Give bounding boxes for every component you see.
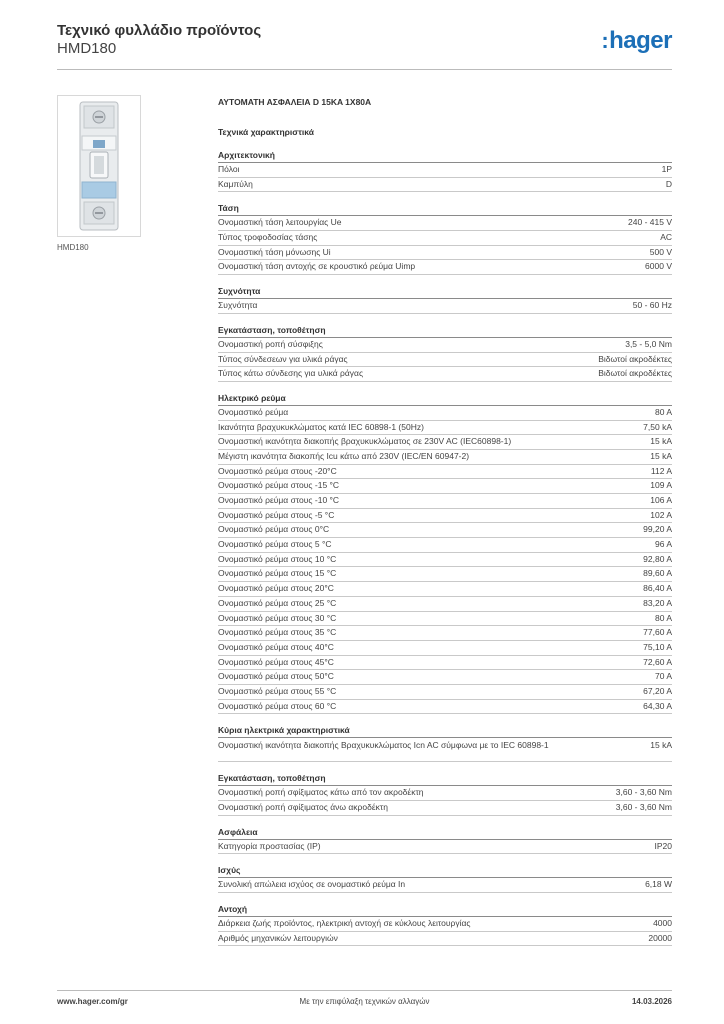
spec-label: Πόλοι <box>218 164 240 174</box>
spec-row <box>218 670 672 685</box>
spec-value: 96 A <box>654 539 672 550</box>
spec-label: Τύπος τροφοδοσίας τάσης <box>218 232 318 243</box>
spec-row <box>218 163 672 178</box>
spec-row <box>218 353 672 368</box>
spec-value: 7,50 kA <box>643 421 672 432</box>
specification-panel <box>218 95 672 946</box>
spec-label: Ονομαστική ικανότητα διακοπής βραχυκυκλώματος σε 230V AC (IEC60898-1) <box>218 436 512 447</box>
spec-value: 3,5 - 5,0 Nm <box>625 338 672 349</box>
spec-value: 80 A <box>654 612 672 623</box>
spec-row <box>218 465 672 480</box>
spec-value: 6000 V <box>645 261 672 272</box>
header-divider <box>57 69 672 70</box>
spec-row <box>218 299 672 314</box>
spec-row <box>218 260 672 275</box>
spec-value: 106 A <box>650 495 672 505</box>
document-date: 14.03.2026 <box>631 997 672 1006</box>
spec-label: Ονομαστικό ρεύμα στους 55 °C <box>218 685 337 696</box>
spec-label: Ικανότητα βραχυκυκλώματος κατά IEC 60898-1 (50Hz) <box>218 421 424 432</box>
product-image <box>57 95 141 237</box>
spec-label: Ονομαστικό ρεύμα στους 30 °C <box>218 612 337 623</box>
spec-value: 64,30 A <box>643 700 672 711</box>
disclaimer: Με την επιφύλαξη τεχνικών αλλαγών <box>299 997 430 1006</box>
spec-value: 50 - 60 Hz <box>632 300 672 311</box>
section-heading: Ηλεκτρικό ρεύμα <box>218 392 672 406</box>
spec-label: Μέγιστη ικανότητα διακοπής Icu κάτω από 230V (IEC/EN 60947-2) <box>218 450 470 461</box>
spec-row <box>218 450 672 465</box>
spec-label: Ονομαστικό ρεύμα στους 35 °C <box>218 627 337 638</box>
spec-row <box>218 738 672 762</box>
spec-row <box>218 553 672 568</box>
spec-row <box>218 641 672 656</box>
spec-section <box>218 149 672 192</box>
spec-row <box>218 917 672 932</box>
spec-value: 15 kA <box>650 740 672 751</box>
spec-label: Ονομαστικό ρεύμα στους 25 °C <box>218 597 337 608</box>
product-code: HMD180 <box>57 40 117 57</box>
spec-value: 3,60 - 3,60 Nm <box>615 787 672 798</box>
spec-label: Ονομαστικό ρεύμα στους 50°C <box>218 671 334 682</box>
spec-value: 20000 <box>648 932 672 943</box>
spec-row <box>218 435 672 450</box>
spec-value: 99,20 A <box>643 524 672 535</box>
spec-label: Συνολική απώλεια ισχύος σε ονομαστικό ρεύμα In <box>218 879 406 890</box>
spec-label: Ονομαστικό ρεύμα στους 20°C <box>218 583 334 594</box>
spec-value: 15 kA <box>650 436 672 447</box>
spec-value: IP20 <box>654 840 672 851</box>
section-heading: Ισχύς <box>218 864 672 878</box>
website-link[interactable]: www.hager.com/gr <box>57 997 128 1006</box>
document-title: Τεχνικό φυλλάδιο προϊόντος <box>57 22 262 39</box>
spec-row <box>218 523 672 538</box>
spec-value: 102 A <box>650 509 672 520</box>
spec-row <box>218 840 672 855</box>
spec-value: 86,40 A <box>643 583 672 594</box>
section-heading: Συχνότητα <box>218 285 672 299</box>
spec-label: Κατηγορία προστασίας (IP) <box>218 840 321 851</box>
spec-label: Ονομαστικό ρεύμα στους 45°C <box>218 656 334 667</box>
image-caption: HMD180 <box>57 243 89 252</box>
spec-value: 67,20 A <box>643 685 672 696</box>
spec-value: Βιδωτοί ακροδέκτες <box>598 368 672 379</box>
spec-value: 83,20 A <box>643 597 672 608</box>
spec-row <box>218 178 672 193</box>
footer-divider <box>57 990 672 991</box>
spec-value: 72,60 A <box>643 656 672 667</box>
section-heading: Αντοχή <box>218 903 672 917</box>
spec-value: 500 V <box>649 246 672 257</box>
spec-section <box>218 202 672 275</box>
spec-row <box>218 582 672 597</box>
spec-section <box>218 903 672 946</box>
spec-value: 4000 <box>653 918 672 929</box>
spec-row <box>218 656 672 671</box>
spec-row <box>218 626 672 641</box>
spec-value: D <box>665 178 672 189</box>
spec-row <box>218 479 672 494</box>
spec-label: Ονομαστικό ρεύμα <box>218 406 289 417</box>
spec-section <box>218 826 672 855</box>
spec-value: 6,18 W <box>645 879 672 890</box>
section-heading: Αρχιτεκτονική <box>218 149 672 163</box>
spec-row <box>218 338 672 353</box>
spec-label: Ονομαστικό ρεύμα στους 0°C <box>218 524 330 535</box>
spec-section <box>218 724 672 762</box>
spec-value: Βιδωτοί ακροδέκτες <box>598 353 672 364</box>
spec-value: 80 A <box>654 406 672 417</box>
spec-label: Ονομαστική ικανότητα διακοπής Βραχυκυκλώματος Icn AC σύμφωνα με το IEC 60898-1 <box>218 740 549 751</box>
spec-value: 77,60 A <box>643 627 672 638</box>
section-heading: Εγκατάσταση, τοποθέτηση <box>218 324 672 338</box>
spec-row <box>218 700 672 715</box>
spec-value: 240 - 415 V <box>628 217 672 228</box>
spec-label: Ονομαστική τάση μόνωσης Ui <box>218 246 331 257</box>
spec-section <box>218 392 672 714</box>
spec-value: 1P <box>661 164 672 174</box>
spec-value: 92,80 A <box>643 553 672 564</box>
page-header <box>57 22 672 68</box>
spec-label: Ονομαστική ροπή σφίξιματος άνω ακροδέκτη <box>218 802 388 812</box>
hager-logo[interactable]: :hager <box>601 27 672 54</box>
spec-value: 109 A <box>650 480 672 491</box>
section-heading: Εγκατάσταση, τοποθέτηση <box>218 772 672 786</box>
logo-text: hager <box>609 27 672 54</box>
spec-row <box>218 216 672 231</box>
spec-label: Καμπύλη <box>218 178 253 189</box>
spec-row <box>218 597 672 612</box>
spec-label: Τύπος κάτω σύνδεσης για υλικά ράγας <box>218 368 364 379</box>
spec-label: Ονομαστική τάση λειτουργίας Ue <box>218 217 342 228</box>
spec-value: AC <box>660 232 672 243</box>
spec-label: Ονομαστικό ρεύμα στους -5 °C <box>218 509 335 520</box>
spec-value: 70 A <box>654 671 672 682</box>
spec-row <box>218 786 672 801</box>
spec-label: Ονομαστικό ρεύμα στους -20°C <box>218 465 337 476</box>
section-heading: Ασφάλεια <box>218 826 672 840</box>
spec-row <box>218 406 672 421</box>
spec-row <box>218 494 672 509</box>
spec-label: Ονομαστική τάση αντοχής σε κρουστικό ρεύμα Uimp <box>218 261 416 272</box>
spec-label: Ονομαστικό ρεύμα στους 60 °C <box>218 700 337 711</box>
spec-label: Τύπος σύνδεσεων για υλικά ράγας <box>218 353 348 364</box>
section-heading: Κύρια ηλεκτρικά χαρακτηριστικά <box>218 724 672 738</box>
circuit-breaker-illustration <box>58 96 140 236</box>
spec-row <box>218 509 672 524</box>
spec-row <box>218 685 672 700</box>
spec-section <box>218 324 672 382</box>
spec-section <box>218 864 672 893</box>
spec-label: Διάρκεια ζωής προϊόντος, ηλεκτρική αντοχή σε κύκλους λειτουργίας <box>218 918 471 929</box>
spec-row <box>218 367 672 382</box>
spec-label: Αριθμός μηχανικών λειτουργιών <box>218 932 338 943</box>
spec-row <box>218 246 672 261</box>
spec-label: Ονομαστικό ρεύμα στους -10 °C <box>218 495 340 505</box>
spec-label: Ονομαστική ροπή σφίξιματος κάτω από τον ακροδέκτη <box>218 787 424 798</box>
spec-value: 89,60 A <box>643 568 672 579</box>
spec-label: Ονομαστική ροπή σύσφιξης <box>218 338 323 349</box>
spec-value: 75,10 A <box>643 641 672 652</box>
spec-label: Ονομαστικό ρεύμα στους 10 °C <box>218 553 337 564</box>
spec-sections <box>218 149 672 946</box>
spec-row <box>218 932 672 947</box>
spec-label: Συχνότητα <box>218 300 258 311</box>
spec-row <box>218 538 672 553</box>
spec-label: Ονομαστικό ρεύμα στους 5 °C <box>218 539 332 550</box>
section-heading: Τάση <box>218 202 672 216</box>
spec-label: Ονομαστικό ρεύμα στους 15 °C <box>218 568 337 579</box>
spec-value: 3,60 - 3,60 Nm <box>615 802 672 812</box>
spec-row <box>218 878 672 893</box>
technical-features-heading: Τεχνικά χαρακτηριστικά <box>218 127 314 137</box>
spec-value: 112 A <box>650 465 672 476</box>
spec-value: 15 kA <box>650 450 672 461</box>
spec-row <box>218 801 672 816</box>
spec-row <box>218 421 672 436</box>
spec-row <box>218 567 672 582</box>
product-name: ΑΥΤΟΜΑΤΗ ΑΣΦΑΛΕΙΑ D 15KA 1X80A <box>218 97 372 107</box>
spec-label: Ονομαστικό ρεύμα στους -15 °C <box>218 480 340 491</box>
spec-row <box>218 231 672 246</box>
spec-section <box>218 772 672 815</box>
spec-row <box>218 612 672 627</box>
spec-section <box>218 285 672 314</box>
spec-label: Ονομαστικό ρεύμα στους 40°C <box>218 641 334 652</box>
